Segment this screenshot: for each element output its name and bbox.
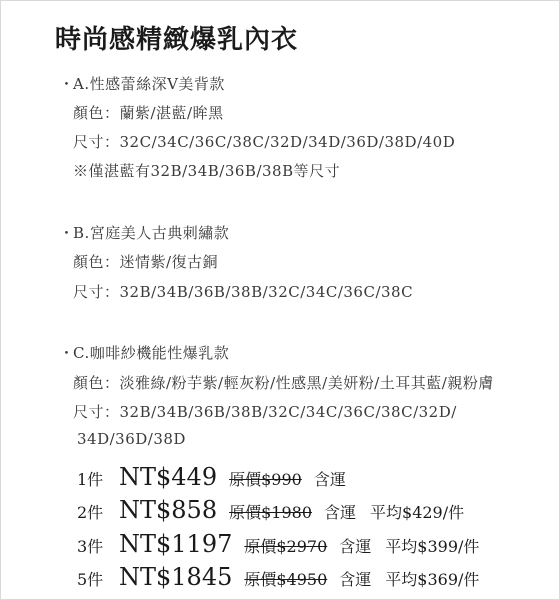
bullet-icon: ・	[59, 75, 75, 93]
price-row	[77, 496, 464, 524]
section-c-sizes-line1: 尺寸：32B/34B/36B/38B/32C/34C/36C/38C/32D/	[73, 403, 457, 421]
section-c-sizes-line2: 34D/36D/38D	[77, 430, 186, 448]
section-b-heading	[59, 222, 229, 243]
price-row	[77, 530, 479, 558]
original-price: 原價$990	[229, 470, 302, 489]
price-quantity: 1件	[77, 470, 104, 489]
price-amount: NT$858	[119, 496, 218, 524]
section-b-sizes: 尺寸：32B/34B/36B/38B/32C/34C/36C/38C	[73, 283, 414, 301]
shipping-included: 含運	[339, 570, 372, 589]
bullet-icon: ・	[59, 344, 75, 362]
shipping-included: 含運	[339, 537, 372, 556]
shipping-included: 含運	[313, 470, 346, 489]
bullet-icon: ・	[59, 224, 75, 242]
section-a-note: ※僅湛藍有32B/34B/36B/38B等尺寸	[73, 162, 341, 180]
section-a-colors: 顏色：蘭紫/湛藍/眸黑	[73, 104, 224, 122]
section-a-sizes: 尺寸：32C/34C/36C/38C/32D/34D/36D/38D/40D	[73, 133, 456, 151]
section-c-heading-text: C.咖啡紗機能性爆乳款	[73, 344, 230, 362]
average-price: 平均$369/件	[385, 570, 480, 589]
average-price: 平均$399/件	[385, 537, 480, 556]
price-quantity: 2件	[77, 503, 104, 522]
price-row	[77, 463, 360, 491]
original-price: 原價$4950	[244, 570, 328, 589]
price-amount: NT$1197	[119, 530, 233, 558]
average-price: 平均$429/件	[370, 503, 465, 522]
price-amount: NT$1845	[119, 563, 233, 591]
price-amount: NT$449	[119, 463, 218, 491]
section-b-heading-text: B.宮庭美人古典刺繡款	[73, 224, 230, 242]
page-title: 時尚感精緻爆乳內衣	[55, 25, 299, 55]
price-quantity: 3件	[77, 537, 104, 556]
shipping-included: 含運	[324, 503, 357, 522]
section-b-colors: 顏色：迷情紫/復古銅	[73, 253, 219, 271]
price-row	[77, 563, 479, 591]
section-c-colors: 顏色：淡雅綠/粉芋紫/輕灰粉/性感黑/美妍粉/土耳其藍/親粉膚	[73, 374, 494, 392]
section-c-heading	[59, 342, 229, 363]
section-a-heading	[59, 73, 225, 94]
original-price: 原價$1980	[229, 503, 312, 522]
original-price: 原價$2970	[244, 537, 328, 556]
section-a-heading-text: A.性感蕾絲深V美背款	[73, 75, 225, 93]
price-quantity: 5件	[77, 570, 104, 589]
